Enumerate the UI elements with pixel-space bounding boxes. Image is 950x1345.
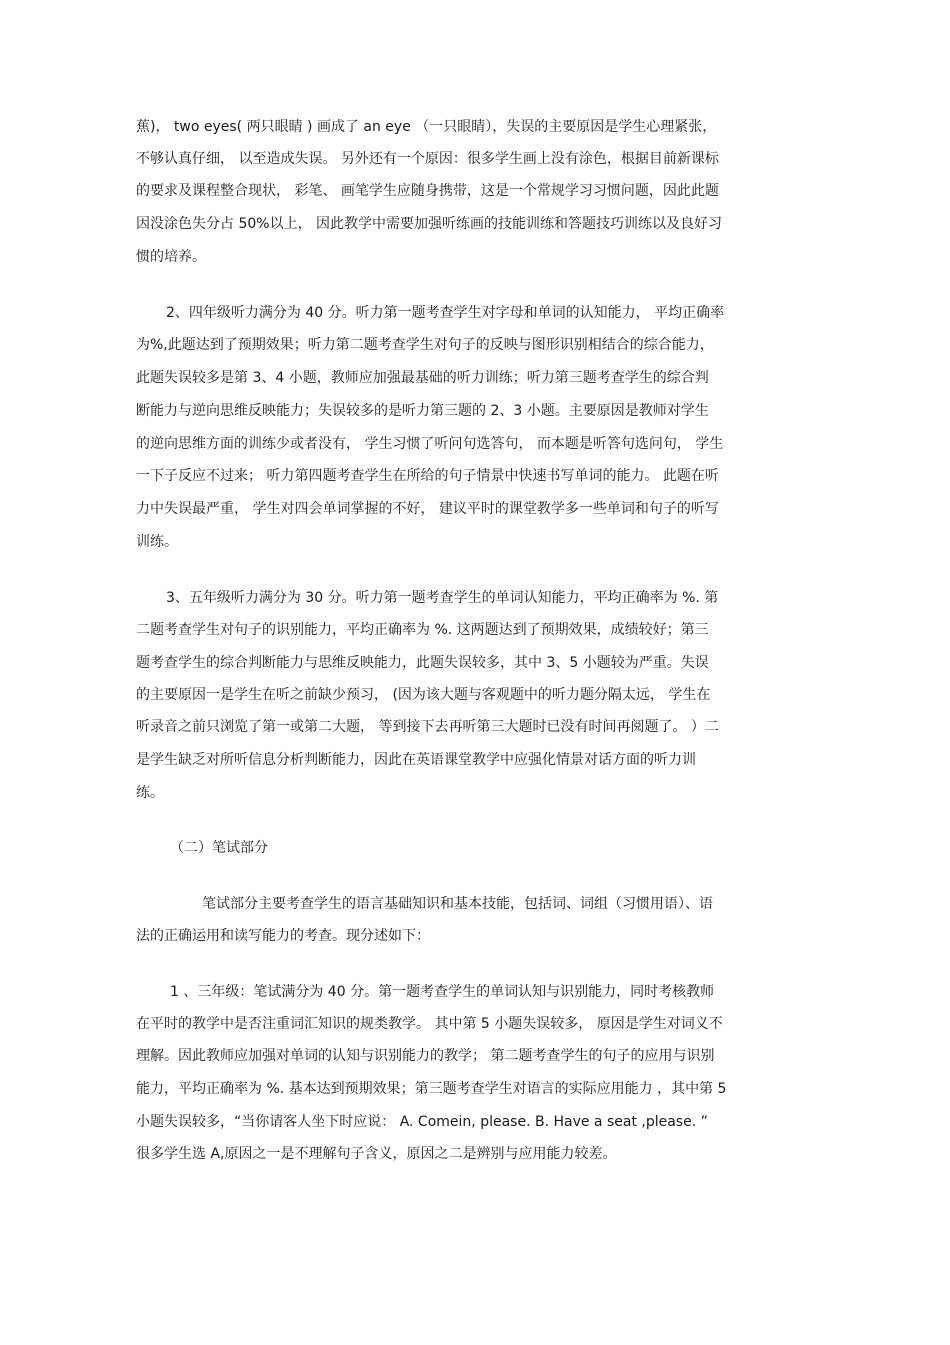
- section-heading: （二）笔试部分: [170, 840, 268, 856]
- text-line: 很多学生选 A,原因之一是不理解句子含义，原因之二是辨别与应用能力较差。: [136, 1146, 617, 1162]
- text-line: 练。: [136, 785, 164, 801]
- text-line: 的逆向思维方面的训练少或者没有， 学生习惯了听问句选答句， 而本题是听答句选问句， 学生: [136, 436, 724, 452]
- text-line: 惯的培养。: [136, 249, 206, 265]
- text-line: 在平时的教学中是否注重词汇知识的规类教学。 其中第 5 小题失误较多， 原因是学生对词义不: [136, 1016, 723, 1032]
- text-line: 能力，平均正确率为 %. 基本达到预期效果；第三题考查学生对语言的实际应用能力 ，其中第 5: [136, 1081, 727, 1097]
- text-line: 题考查学生的综合判断能力与思维反映能力，此题失误较多，其中 3、5 小题较为严重。失误: [136, 655, 709, 671]
- text-line: 一下子反应不过来； 听力第四题考查学生在所给的句子情景中快速书写单词的能力。 此题在听: [136, 468, 719, 484]
- text-line: 2、四年级听力满分为 40 分。听力第一题考查学生对字母和单词的认知能力， 平均正确率: [166, 305, 725, 321]
- text-line: 力中失误最严重， 学生对四会单词掌握的不好， 建议平时的课堂教学多一些单词和句子的听写: [136, 501, 719, 517]
- text-line: 二题考查学生对句子的识别能力，平均正确率为 %. 这两题达到了预期效果，成绩较好；第三: [136, 622, 709, 638]
- text-line: 1 、三年级：笔试满分为 40 分。第一题考查学生的单词认知与识别能力，同时考核教师: [170, 984, 715, 1000]
- text-line: 小题失误较多，“当你请客人坐下时应说： A. Comein, please. B. Have a seat ,please. ”: [136, 1114, 708, 1130]
- text-line: 是学生缺乏对所听信息分析判断能力，因此在英语课堂教学中应强化情景对话方面的听力训: [136, 752, 696, 768]
- text-line: 断能力与逆向思维反映能力；失误较多的是听力第三题的 2、3 小题。主要原因是教师对学生: [136, 403, 709, 419]
- text-line: 法的正确运用和读写能力的考查。现分述如下：: [136, 928, 430, 944]
- text-line: 听录音之前只浏览了第一或第二大题， 等到接下去再听第三大题时已没有时间再阅题了。 ）二: [136, 719, 719, 735]
- text-line: 的主要原因一是学生在听之前缺少预习， (因为该大题与客观题中的听力题分隔太远， 学生在: [136, 687, 711, 703]
- text-line: 3、五年级听力满分为 30 分。听力第一题考查学生的单词认知能力，平均正确率为 %. 第: [166, 590, 719, 606]
- text-line: 理解。因此教师应加强对单词的认知与识别能力的教学； 第二题考查学生的句子的应用与识别: [136, 1048, 715, 1064]
- text-line: 训练。: [136, 534, 178, 550]
- text-line: 蕉)， two eyes( 两只眼睛 ) 画成了 an eye （一只眼睛），失误的主要原因是学生心理紧张，: [136, 119, 717, 135]
- text-line: 因没涂色失分占 50%以上， 因此教学中需要加强听练画的技能训练和答题技巧训练以及良好习: [136, 216, 723, 232]
- text-line: 笔试部分主要考查学生的语言基础知识和基本技能，包括词、词组（习惯用语）、语: [202, 896, 713, 912]
- text-line: 为%,此题达到了预期效果；听力第二题考查学生对句子的反映与图形识别相结合的综合能力，: [136, 337, 714, 353]
- text-line: 不够认真仔细， 以至造成失误。 另外还有一个原因：很多学生画上没有涂色，根据目前新课标: [136, 151, 719, 167]
- text-line: 的要求及课程整合现状， 彩笔、 画笔学生应随身携带，这是一个常规学习习惯问题，因此此题: [136, 183, 719, 199]
- text-line: 此题失误较多是第 3、4 小题，教师应加强最基础的听力训练；听力第三题考查学生的综合判: [136, 370, 709, 386]
